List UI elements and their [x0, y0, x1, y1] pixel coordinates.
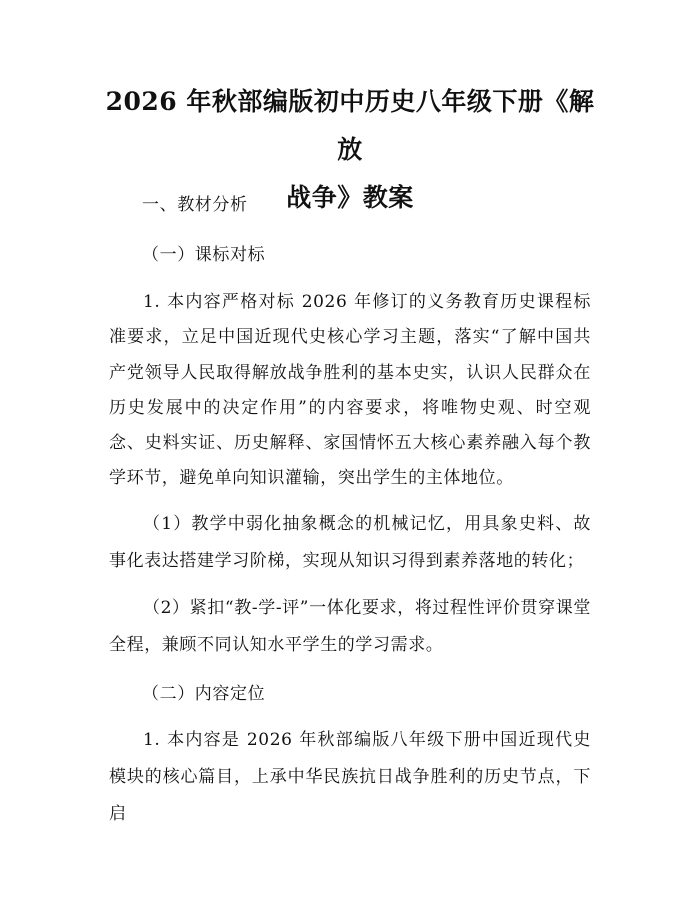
- subsection-heading-content-positioning: （二）内容定位: [142, 684, 266, 704]
- subsection-heading-curriculum-alignment: （一）课标对标: [142, 245, 266, 265]
- document-title-line-2: 战争》教案: [286, 183, 414, 212]
- paragraph-content-positioning: 1. 本内容是 2026 年秋部编版八年级下册中国近现代史模块的核心篇目，上承中华民族抗日战争胜利的历史节点，下启: [109, 730, 591, 824]
- section-heading-textbook-analysis: 一、教材分析: [142, 195, 248, 215]
- document-title-line-1: 2026 年秋部编版初中历史八年级下册《解放: [105, 87, 595, 164]
- paragraph-point-2: （2）紧扣“教-学-评”一体化要求，将过程性评价贯穿课堂全程，兼顾不同认知水平学生的学习需求。: [109, 598, 591, 655]
- paragraph-curriculum-standard: 1. 本内容严格对标 2026 年修订的义务教育历史课程标准要求，立足中国近现代史核心学习主题，落实“了解中国共产党领导人民取得解放战争胜利的基本史实，认识人民群众在历史发展中的决定作用”的内容要求，将唯物史观、时空观念、史料实证、历史解释、家国情怀五大核心素养融入每个教学环节，避免单向知识灌输，突出学生的主体地位。: [109, 292, 591, 489]
- paragraph-point-1: （1）教学中弱化抽象概念的机械记忆，用具象史料、故事化表达搭建学习阶梯，实现从知识习得到素养落地的转化；: [109, 514, 591, 571]
